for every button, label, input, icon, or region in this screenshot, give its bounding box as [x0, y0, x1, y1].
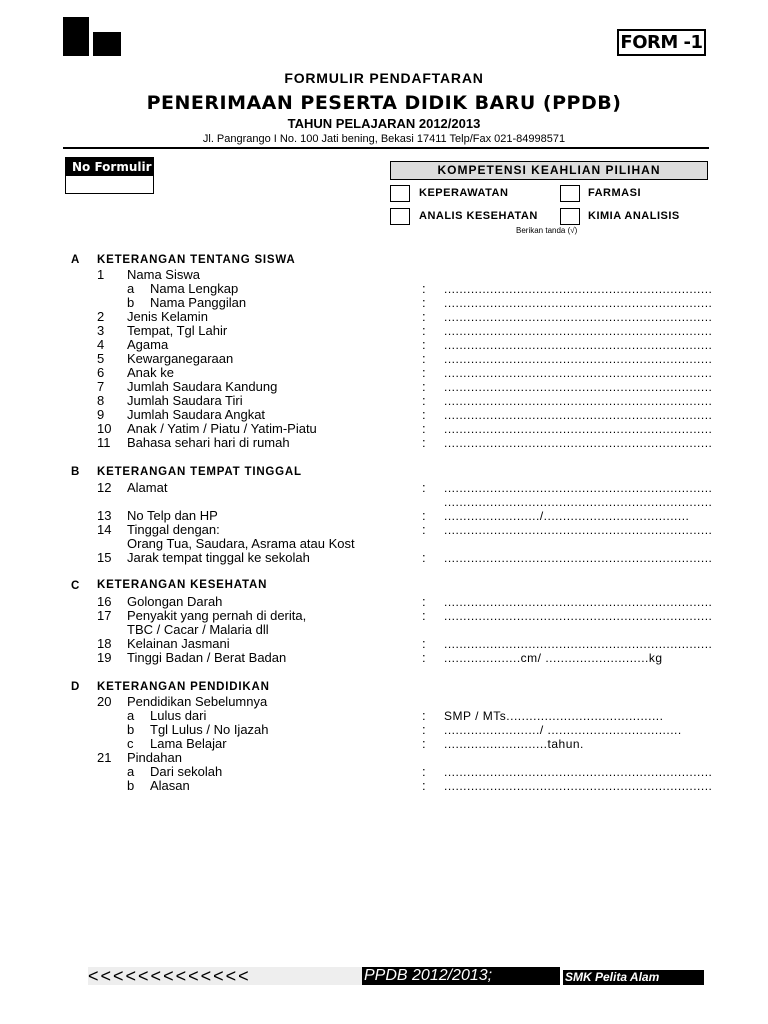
row-colon: :: [422, 508, 426, 523]
row-number: 5: [97, 351, 105, 366]
section-title-a: KETERANGAN TENTANG SISWA: [97, 254, 296, 266]
row-colon: :: [422, 736, 426, 751]
form-title: PENERIMAAN PESERTA DIDIK BARU (PPDB): [146, 92, 622, 114]
row-sub-letter: b: [127, 295, 135, 310]
row-label: Tempat, Tgl Lahir: [127, 323, 228, 338]
row-number: 7: [97, 379, 105, 394]
row-number: 9: [97, 407, 105, 422]
row-colon: :: [422, 379, 426, 394]
row-input-line[interactable]: ....................cm/ ...........................kg: [444, 651, 663, 665]
row-label: Jarak tempat tinggal ke sekolah: [127, 550, 310, 565]
row-number: 11: [97, 435, 111, 450]
row-input-line[interactable]: ......................................................................: [444, 338, 713, 352]
row-colon: :: [422, 708, 426, 723]
row-input-line[interactable]: ......................................................................: [444, 282, 713, 296]
section-letter-b: B: [71, 466, 81, 478]
row-input-line[interactable]: ......................................................................: [444, 765, 713, 779]
row-label: Alasan: [150, 778, 190, 793]
row-label: Tgl Lulus / No Ijazah: [150, 722, 269, 737]
row-colon: :: [422, 337, 426, 352]
section-title-d: KETERANGAN PENDIDIKAN: [97, 681, 270, 693]
kompetensi-title: KOMPETENSI KEAHLIAN PILIHAN: [390, 161, 708, 180]
row-sub-letter: c: [127, 736, 134, 751]
row-input-line[interactable]: ......................................................................: [444, 310, 713, 324]
row-input-line[interactable]: ......................................................................: [444, 380, 713, 394]
row-number: 3: [97, 323, 105, 338]
row-input-line[interactable]: ......................................................................: [444, 779, 713, 793]
row-label: Pindahan: [127, 750, 182, 765]
row-number: 10: [97, 421, 112, 436]
row-number: 1: [97, 267, 105, 282]
row-label: Orang Tua, Saudara, Asrama atau Kost: [127, 536, 355, 551]
section-title-c: KETERANGAN KESEHATAN: [97, 579, 268, 591]
row-number: 12: [97, 480, 112, 495]
option-farmasi: FARMASI: [588, 187, 641, 199]
row-colon: :: [422, 309, 426, 324]
row-label: Bahasa sehari hari di rumah: [127, 435, 290, 450]
checkbox-keperawatan[interactable]: [390, 185, 410, 202]
row-label: Pendidikan Sebelumnya: [127, 694, 268, 709]
row-colon: :: [422, 421, 426, 436]
address-line: Jl. Pangrango I No. 100 Jati bening, Bekasi 17411 Telp/Fax 021-84998571: [202, 133, 566, 145]
row-number: 17: [97, 608, 112, 623]
row-label: Anak ke: [127, 365, 174, 380]
section-letter-d: D: [71, 681, 81, 693]
row-number: 21: [97, 750, 112, 765]
row-input-line[interactable]: ........................./......................................: [444, 509, 690, 523]
row-label: Golongan Darah: [127, 594, 223, 609]
row-sub-letter: a: [127, 281, 135, 296]
row-label: Tinggal dengan:: [127, 522, 220, 537]
form-heading: FORMULIR PENDAFTARAN: [284, 70, 484, 86]
option-analis-kesehatan: ANALIS KESEHATAN: [419, 210, 538, 222]
row-label: TBC / Cacar / Malaria dll: [127, 622, 269, 637]
row-input-line[interactable]: ......................................................................: [444, 436, 713, 450]
footer-school-name: SMK Pelita Alam: [563, 970, 704, 985]
row-number: 20: [97, 694, 112, 709]
checkbox-analis-kesehatan[interactable]: [390, 208, 410, 225]
row-input-line[interactable]: ...........................tahun.: [444, 737, 584, 751]
row-colon: :: [422, 281, 426, 296]
row-colon: :: [422, 351, 426, 366]
row-label: Nama Panggilan: [150, 295, 247, 310]
row-number: 6: [97, 365, 105, 380]
row-colon: :: [422, 650, 426, 665]
row-colon: :: [422, 393, 426, 408]
row-colon: :: [422, 636, 426, 651]
row-input-line[interactable]: ......................................................................: [444, 637, 713, 651]
row-number: 4: [97, 337, 105, 352]
section-letter-a: A: [71, 254, 81, 266]
row-colon: :: [422, 594, 426, 609]
row-input-line[interactable]: ......................................................................: [444, 352, 713, 366]
row-label: Lama Belajar: [150, 736, 227, 751]
row-label: Anak / Yatim / Piatu / Yatim-Piatu: [127, 421, 317, 436]
no-formulir-label: No Formulir: [65, 157, 154, 175]
row-label: Kelainan Jasmani: [127, 636, 230, 651]
row-label: Jumlah Saudara Angkat: [127, 407, 266, 422]
row-label: Dari sekolah: [150, 764, 223, 779]
row-number: 19: [97, 650, 112, 665]
row-label: Jumlah Saudara Kandung: [127, 379, 278, 394]
row-label: Jumlah Saudara Tiri: [127, 393, 243, 408]
row-number: 8: [97, 393, 105, 408]
form-number-badge: FORM -1: [617, 29, 706, 56]
checkbox-kimia-analisis[interactable]: [560, 208, 580, 225]
row-label: Penyakit yang pernah di derita,: [127, 608, 307, 623]
row-number: 2: [97, 309, 105, 324]
checkbox-hint: Berikan tanda (√): [516, 226, 578, 235]
row-input-line[interactable]: ........................./ ...................................: [444, 723, 682, 737]
row-input-line[interactable]: ......................................................................: [444, 422, 713, 436]
row-colon: :: [422, 764, 426, 779]
footer-ppdb: PPDB 2012/2013;: [362, 967, 560, 985]
header-divider: [63, 147, 709, 149]
row-number: 13: [97, 508, 112, 523]
row-number: 16: [97, 594, 112, 609]
no-formulir-field[interactable]: [65, 175, 154, 194]
row-colon: :: [422, 323, 426, 338]
row-input-line[interactable]: ......................................................................: [444, 495, 713, 509]
row-input-line[interactable]: SMP / MTs.........................................: [444, 709, 664, 723]
row-colon: :: [422, 365, 426, 380]
row-colon: :: [422, 480, 426, 495]
row-number: 14: [97, 522, 112, 537]
row-label: Tinggi Badan / Berat Badan: [127, 650, 287, 665]
row-colon: :: [422, 407, 426, 422]
row-label: Nama Siswa: [127, 267, 200, 282]
row-colon: :: [422, 522, 426, 537]
row-label: Lulus dari: [150, 708, 207, 723]
row-sub-letter: b: [127, 778, 135, 793]
row-input-line[interactable]: ......................................................................: [444, 609, 713, 623]
row-input-line[interactable]: ......................................................................: [444, 481, 713, 495]
footer-arrows: <<<<<<<<<<<<<: [88, 967, 363, 985]
row-input-line[interactable]: ......................................................................: [444, 408, 713, 422]
option-kimia-analisis: KIMIA ANALISIS: [588, 210, 680, 222]
row-colon: :: [422, 722, 426, 737]
row-input-line[interactable]: ......................................................................: [444, 523, 713, 537]
row-number: 18: [97, 636, 112, 651]
row-number: 15: [97, 550, 112, 565]
row-input-line[interactable]: ......................................................................: [444, 366, 713, 380]
school-year: TAHUN PELAJARAN 2012/2013: [287, 116, 481, 131]
row-sub-letter: a: [127, 708, 135, 723]
row-label: Jenis Kelamin: [127, 309, 208, 324]
row-colon: :: [422, 435, 426, 450]
row-label: Kewarganegaraan: [127, 351, 234, 366]
row-input-line[interactable]: ......................................................................: [444, 595, 713, 609]
logo-block-large: [63, 17, 89, 56]
option-keperawatan: KEPERAWATAN: [419, 187, 509, 199]
row-sub-letter: a: [127, 764, 135, 779]
row-label: No Telp dan HP: [127, 508, 218, 523]
row-label: Agama: [127, 337, 169, 352]
row-colon: :: [422, 778, 426, 793]
row-input-line[interactable]: ......................................................................: [444, 324, 713, 338]
row-colon: :: [422, 608, 426, 623]
row-label: Nama Lengkap: [150, 281, 239, 296]
checkbox-farmasi[interactable]: [560, 185, 580, 202]
row-colon: :: [422, 295, 426, 310]
logo-block-small: [93, 32, 121, 56]
row-input-line[interactable]: ......................................................................: [444, 394, 713, 408]
row-colon: :: [422, 550, 426, 565]
row-input-line[interactable]: ......................................................................: [444, 296, 713, 310]
row-input-line[interactable]: ......................................................................: [444, 551, 713, 565]
row-sub-letter: b: [127, 722, 135, 737]
section-title-b: KETERANGAN TEMPAT TINGGAL: [97, 466, 302, 478]
row-label: Alamat: [127, 480, 168, 495]
section-letter-c: C: [71, 580, 81, 592]
